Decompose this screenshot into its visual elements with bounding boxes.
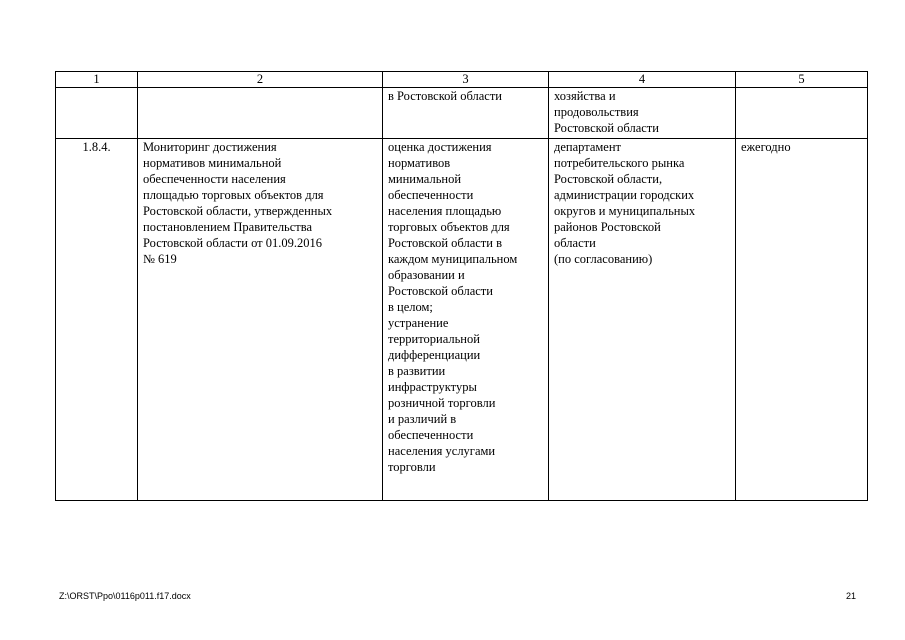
cont-cell-5: [736, 88, 868, 139]
text-line: (по согласованию): [554, 252, 653, 266]
text-line: области: [554, 236, 596, 250]
text-line: обеспеченности: [388, 188, 474, 202]
header-cell-4: 4: [549, 72, 736, 88]
text-line: оценка достижения: [388, 140, 492, 154]
text-line: потребительского рынка: [554, 156, 685, 170]
text-line: розничной торговли: [388, 396, 496, 410]
text-line: департамент: [554, 140, 622, 154]
header-cell-1: 1: [56, 72, 138, 88]
cont-cell-4: [549, 88, 736, 139]
text-line: обеспеченности: [388, 428, 474, 442]
row-number-cell: 1.8.4.: [56, 139, 138, 501]
responsible-cell: [549, 139, 736, 501]
header-cell-5: 5: [736, 72, 868, 88]
header-cell-2: 2: [138, 72, 383, 88]
text-line: нормативов минимальной: [143, 156, 282, 170]
text-line: Ростовской области в: [388, 236, 502, 250]
text-line: населения площадью: [388, 204, 502, 218]
text-line: и различий в: [388, 412, 457, 426]
text-line: администрации городских: [554, 188, 695, 202]
measure-cell: [138, 139, 383, 501]
text-line: торговли: [388, 460, 436, 474]
text-line: минимальной: [388, 172, 462, 186]
text-line: продовольствия: [554, 105, 639, 119]
text-line: каждом муниципальном: [388, 252, 518, 266]
text-line: устранение: [388, 316, 449, 330]
text-line: хозяйства и: [554, 89, 616, 103]
text-line: торговых объектов для: [388, 220, 510, 234]
cont-cell-3: [383, 88, 549, 139]
text-line: Ростовской области,: [554, 172, 663, 186]
text-line: обеспеченности населения: [143, 172, 286, 186]
text-line: нормативов: [388, 156, 451, 170]
continuation-row: [56, 88, 868, 139]
text-line: Ростовской области, утвержденных: [143, 204, 333, 218]
text-line: территориальной: [388, 332, 480, 346]
document-table: [55, 71, 868, 501]
text-line: № 619: [143, 252, 177, 266]
text-line: в целом;: [388, 300, 433, 314]
cont-cell-1: [56, 88, 138, 139]
footer-page-number: 21: [846, 591, 857, 601]
header-cell-3: 3: [383, 72, 549, 88]
text-line: населения услугами: [388, 444, 496, 458]
text-line: площадью торговых объектов для: [143, 188, 324, 202]
text-line: постановлением Правительства: [143, 220, 313, 234]
text-line: в развитии: [388, 364, 446, 378]
table-row: [56, 139, 868, 501]
footer-file-path: Z:\ORST\Ppo\0116p011.f17.docx: [59, 591, 191, 601]
cont-cell-2: [138, 88, 383, 139]
text-line: образовании и: [388, 268, 465, 282]
text-line: районов Ростовской: [554, 220, 661, 234]
text-line: Мониторинг достижения: [143, 140, 277, 154]
period-cell: ежегодно: [736, 139, 868, 501]
text-line: дифференциации: [388, 348, 481, 362]
text-line: Ростовской области от 01.09.2016: [143, 236, 323, 250]
text-line: Ростовской области: [554, 121, 659, 135]
text-line: инфраструктуры: [388, 380, 477, 394]
text-line: округов и муниципальных: [554, 204, 696, 218]
text-line: Ростовской области: [388, 284, 493, 298]
table-header-row: [56, 72, 868, 88]
result-cell: [383, 139, 549, 501]
text-line: в Ростовской области: [388, 89, 502, 103]
